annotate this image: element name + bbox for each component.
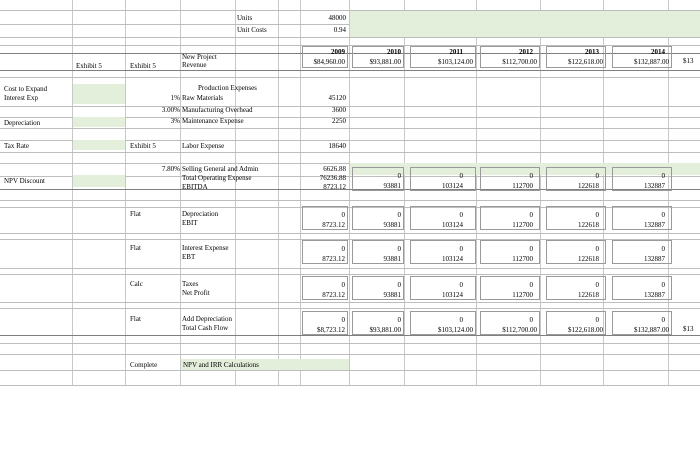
- row-value: $93,881.00: [369, 326, 401, 334]
- revenue-value: $132,887.00: [634, 58, 669, 66]
- zero-value: 0: [341, 281, 345, 289]
- row-value: $103,124.00: [438, 326, 473, 334]
- units-value[interactable]: 48000: [328, 14, 346, 22]
- row-gridline: [0, 268, 700, 269]
- value-cell[interactable]: [612, 240, 672, 264]
- row-value: 112700: [512, 255, 533, 263]
- sga-pct[interactable]: 7.80%: [161, 165, 180, 173]
- row-tag: Flat: [130, 210, 141, 218]
- raw-materials-label: Raw Materials: [182, 94, 224, 102]
- unit-costs-label: Unit Costs: [237, 26, 267, 34]
- value-cell[interactable]: [302, 206, 348, 230]
- column-gridline: [300, 0, 301, 385]
- value-cell[interactable]: [480, 206, 540, 230]
- value-cell[interactable]: [612, 311, 672, 335]
- zero-value: 0: [595, 281, 599, 289]
- value-cell[interactable]: [410, 240, 476, 264]
- row-tag: Flat: [130, 315, 141, 323]
- zero-value: 0: [661, 211, 665, 219]
- complete-label: Complete: [130, 361, 158, 369]
- year-cell[interactable]: [352, 46, 404, 68]
- revenue-value: $84,960.00: [313, 58, 345, 66]
- zero-value: 0: [397, 211, 401, 219]
- zero-value: 0: [661, 281, 665, 289]
- npv-discount-label: NPV Discount: [4, 177, 45, 185]
- year-label: 2012: [519, 48, 533, 56]
- row-tag: Flat: [130, 244, 141, 252]
- value-cell[interactable]: [546, 311, 606, 335]
- new-project-label: New Project: [182, 53, 217, 61]
- cost-to-expand-label: Cost to Expand: [4, 85, 48, 93]
- zero-value: 0: [529, 316, 533, 324]
- value-cell[interactable]: [480, 240, 540, 264]
- value-cell[interactable]: [480, 311, 540, 335]
- row-gridline: [0, 308, 700, 309]
- zero-value: 0: [529, 281, 533, 289]
- revenue-value: $112,700.00: [502, 58, 537, 66]
- value-cell[interactable]: [352, 240, 404, 264]
- zero-value: 0: [595, 316, 599, 324]
- zero-value: 0: [459, 281, 463, 289]
- highlight-cell: [73, 84, 125, 104]
- row-label: EBIT: [182, 219, 198, 227]
- value-cell[interactable]: [410, 276, 476, 300]
- row-label: Interest Expense: [182, 244, 229, 252]
- row-value: $132,887.00: [634, 326, 669, 334]
- value-cell[interactable]: [302, 240, 348, 264]
- maintenance-pct[interactable]: 3%: [170, 117, 180, 125]
- row-gridline: [0, 152, 700, 153]
- row-gridline: [0, 370, 700, 371]
- exhibit-cell: Exhibit 5: [130, 62, 156, 70]
- manufacturing-label: Manufacturing Overhead: [182, 106, 253, 114]
- revenue-label: Revenue: [182, 61, 207, 69]
- zero-value: 0: [459, 245, 463, 253]
- ebitda-value: 122618: [578, 182, 599, 190]
- revenue-value-clipped: $13: [683, 57, 694, 65]
- depreciation-label: Depreciation: [4, 119, 41, 127]
- units-label: Units: [237, 14, 253, 22]
- zero-value: 0: [529, 172, 533, 180]
- column-gridline: [476, 0, 477, 385]
- ebitda-cell[interactable]: [480, 167, 540, 191]
- row-value: 8723.12: [322, 291, 345, 299]
- row-gridline: [0, 274, 700, 275]
- row-label: Net Profit: [182, 289, 210, 297]
- row-value: 132887: [644, 221, 665, 229]
- row-value: 8723.12: [322, 255, 345, 263]
- value-cell[interactable]: [302, 311, 348, 335]
- zero-value: 0: [661, 172, 665, 180]
- tax-rate-label: Tax Rate: [4, 142, 29, 150]
- production-expenses-title: Production Expenses: [198, 84, 257, 92]
- zero-value: 0: [595, 245, 599, 253]
- row-gridline: [0, 343, 700, 344]
- column-gridline: [72, 0, 73, 385]
- row-gridline: [0, 106, 700, 107]
- zero-value: 0: [459, 316, 463, 324]
- row-value: 103124: [442, 291, 463, 299]
- sga-label: Selling General and Admin: [182, 165, 259, 173]
- revenue-value: $103,124.00: [438, 58, 473, 66]
- column-gridline: [540, 0, 541, 385]
- value-cell[interactable]: [352, 311, 404, 335]
- year-label: 2013: [585, 48, 599, 56]
- row-value: 93881: [383, 221, 401, 229]
- zero-value: 0: [595, 211, 599, 219]
- zero-value: 0: [529, 211, 533, 219]
- row-value: 122618: [578, 255, 599, 263]
- row-value: 103124: [442, 221, 463, 229]
- row-value: $8,723.12: [317, 326, 345, 334]
- row-value: 112700: [512, 291, 533, 299]
- value-cell[interactable]: [546, 240, 606, 264]
- value-cell[interactable]: [410, 311, 476, 335]
- row-label: Depreciation: [182, 210, 219, 218]
- ebitda-value: 103124: [442, 182, 463, 190]
- highlight-cell: [73, 140, 125, 150]
- zero-value: 0: [529, 245, 533, 253]
- labor-expense-label: Labor Expense: [182, 142, 225, 150]
- value-cell[interactable]: [546, 206, 606, 230]
- row-gridline: [0, 37, 700, 38]
- row-value: 112700: [512, 221, 533, 229]
- row-value: 132887: [644, 291, 665, 299]
- year-cell[interactable]: [546, 46, 606, 68]
- value-cell[interactable]: [546, 276, 606, 300]
- row-gridline: [0, 233, 700, 234]
- year-label: 2010: [387, 48, 401, 56]
- total-operating-expense-value[interactable]: 76236.88: [319, 174, 346, 182]
- value-cell[interactable]: [302, 276, 348, 300]
- interest-exp-label: Interest Exp: [4, 94, 39, 102]
- total-operating-expense-label: Total Operating Expense: [182, 174, 252, 182]
- year-label: 2009: [331, 48, 345, 56]
- ebitda-value: 112700: [512, 182, 533, 190]
- zero-value: 0: [459, 172, 463, 180]
- row-label: EBT: [182, 253, 196, 261]
- ebitda-cell[interactable]: [352, 167, 404, 191]
- raw-materials-value[interactable]: 45120: [328, 94, 346, 102]
- zero-value: 0: [341, 211, 345, 219]
- year-cell[interactable]: [612, 46, 672, 68]
- row-gridline: [0, 200, 700, 201]
- value-cell[interactable]: [352, 276, 404, 300]
- row-value: $122,618.00: [568, 326, 603, 334]
- value-cell[interactable]: [612, 276, 672, 300]
- zero-value: 0: [459, 211, 463, 219]
- column-gridline: [180, 0, 181, 385]
- zero-value: 0: [397, 245, 401, 253]
- row-gridline: [0, 70, 700, 71]
- manufacturing-pct[interactable]: 3.00%: [161, 106, 180, 114]
- ebitda-value: 132887: [644, 182, 665, 190]
- manufacturing-value[interactable]: 3600: [332, 106, 346, 114]
- highlight-range: [350, 11, 700, 37]
- zero-value: 0: [341, 316, 345, 324]
- row-value: 132887: [644, 255, 665, 263]
- row-gridline: [0, 385, 700, 386]
- row-label: Total Cash Flow: [182, 324, 229, 332]
- column-gridline: [125, 0, 126, 385]
- footer-title: NPV and IRR Calculations: [183, 361, 259, 369]
- zero-value: 0: [397, 281, 401, 289]
- column-gridline: [349, 0, 350, 385]
- ebitda-cell[interactable]: [410, 167, 476, 191]
- revenue-value: $93,881.00: [369, 58, 401, 66]
- ebitda-cell[interactable]: [546, 167, 606, 191]
- row-label: Add Depreciation: [182, 315, 232, 323]
- unit-costs-value[interactable]: 0.94: [333, 26, 346, 34]
- ebitda-label: EBITDA: [182, 183, 208, 191]
- year-label: 2011: [449, 48, 463, 56]
- zero-value: 0: [397, 172, 401, 180]
- row-gridline: [0, 354, 700, 355]
- year-cell[interactable]: [410, 46, 476, 68]
- row-label: Taxes: [182, 280, 199, 288]
- column-gridline: [278, 0, 279, 385]
- year-label: 2014: [651, 48, 665, 56]
- highlight-cell: [73, 117, 125, 127]
- zero-value: 0: [397, 316, 401, 324]
- sga-value[interactable]: 6626.88: [323, 165, 346, 173]
- ebitda-value: 93881: [383, 182, 401, 190]
- labor-expense-value[interactable]: 18640: [328, 142, 346, 150]
- row-gridline: [0, 335, 700, 336]
- row-value: 93881: [383, 255, 401, 263]
- column-gridline: [235, 0, 236, 385]
- ebitda-value[interactable]: 8723.12: [323, 183, 346, 191]
- value-cell[interactable]: [612, 206, 672, 230]
- maintenance-value[interactable]: 2250: [332, 117, 346, 125]
- zero-value: 0: [661, 316, 665, 324]
- year-cell[interactable]: [302, 46, 348, 68]
- raw-materials-pct[interactable]: 1%: [170, 94, 180, 102]
- row-tag: Calc: [130, 280, 143, 288]
- zero-value: 0: [661, 245, 665, 253]
- row-value: 93881: [383, 291, 401, 299]
- row-value-clipped: $13: [683, 325, 694, 333]
- row-gridline: [0, 77, 700, 78]
- value-cell[interactable]: [352, 206, 404, 230]
- row-value: 103124: [442, 255, 463, 263]
- exhibit-cell: Exhibit 5: [76, 62, 102, 70]
- column-gridline: [404, 0, 405, 385]
- zero-value: 0: [341, 245, 345, 253]
- zero-value: 0: [595, 172, 599, 180]
- labor-exhibit: Exhibit 5: [130, 142, 156, 150]
- revenue-value: $122,618.00: [568, 58, 603, 66]
- row-value: 122618: [578, 221, 599, 229]
- year-cell[interactable]: [480, 46, 540, 68]
- row-gridline: [0, 302, 700, 303]
- row-value: 122618: [578, 291, 599, 299]
- row-value: 8723.12: [322, 221, 345, 229]
- ebitda-cell[interactable]: [612, 167, 672, 191]
- value-cell[interactable]: [480, 276, 540, 300]
- highlight-cell: [73, 175, 125, 187]
- value-cell[interactable]: [410, 206, 476, 230]
- row-value: $112,700.00: [502, 326, 537, 334]
- maintenance-label: Maintenance Expense: [182, 117, 244, 125]
- row-gridline: [0, 128, 700, 129]
